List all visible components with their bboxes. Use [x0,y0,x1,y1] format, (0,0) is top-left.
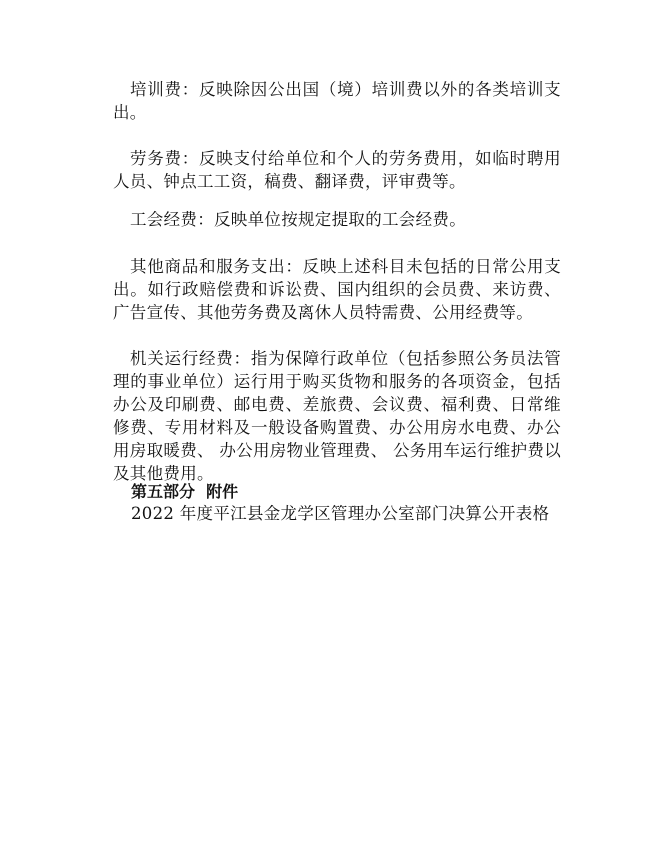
paragraph-text: 反映除因公出国（境）培训费以外的各类培训支出。 [113,80,561,122]
attachment-title: 2022 年度平江县金龙学区管理办公室部门决算公开表格 [131,504,550,523]
paragraph-label: 机关运行经费： [130,349,251,368]
paragraph-label: 工会经费： [130,210,214,229]
paragraph-text: 反映单位按规定提取的工会经费。 [214,210,466,229]
paragraph-other-goods-services [113,255,561,324]
paragraph-labor-fee [113,147,561,193]
section-heading: 第五部分 附件 [131,482,239,501]
paragraph-label: 其他商品和服务支出： [130,257,303,276]
paragraph-text: 反映上述科目未包括的日常公用支出。如行政赔偿费和诉讼费、国内组织的会员费、来访费、广告宣传、其他劳务费及离休人员特需费、公用经费等。 [113,257,562,322]
paragraph-union-fund [113,208,561,231]
paragraph-agency-operating-funds [113,347,561,485]
paragraph-text: 反映支付给单位和个人的劳务费用，如临时聘用人员、钟点工工资，稿费、翻译费，评审费等。 [113,149,561,191]
paragraph-label: 培训费： [130,80,200,99]
paragraph-training-fee [113,78,561,124]
paragraph-text: 指为保障行政单位（包括参照公务员法管理的事业单位）运行用于购买货物和服务的各项资金，包括办公及印刷费、邮电费、差旅费、会议费、福利费、日常维修费、专用材料及一般设备购置费、办公用房水电费、办公用房取暖费、 办公用房物业管理费、 公务用车运行维护费以及其他费用。 [113,349,561,483]
paragraph-label: 劳务费： [130,149,200,168]
